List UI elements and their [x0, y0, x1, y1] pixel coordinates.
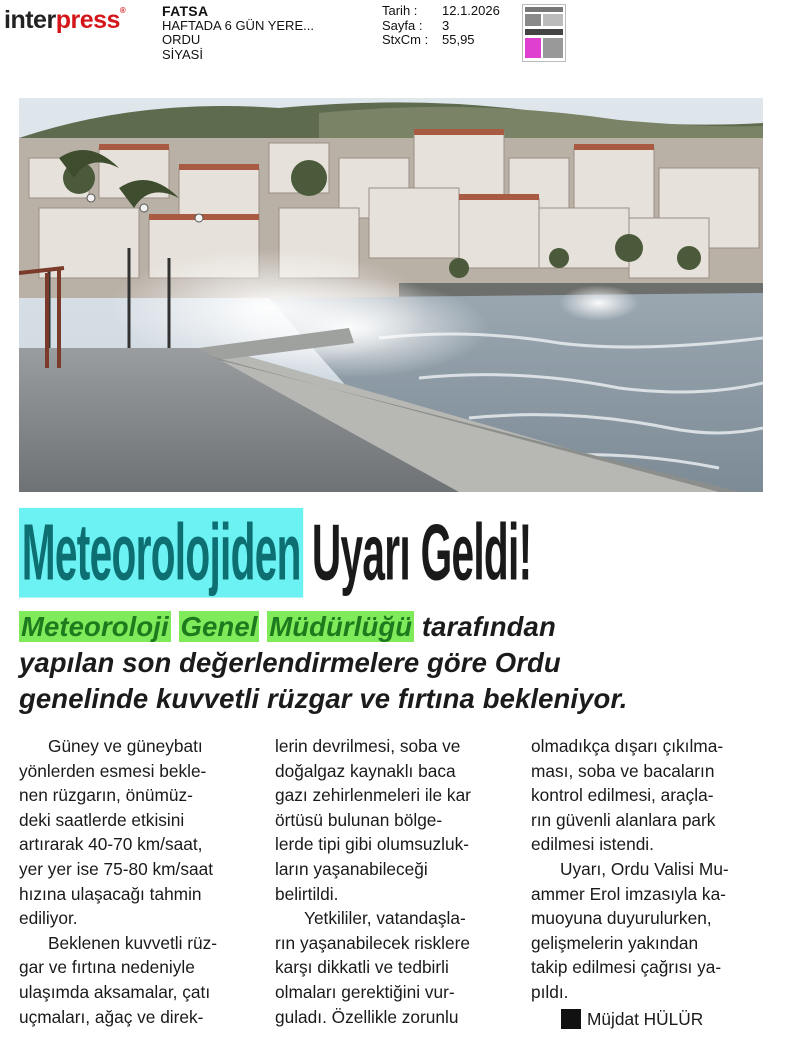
size-label: StxCm : [382, 32, 429, 47]
newspaper-page-thumbnail[interactable] [522, 4, 566, 62]
interpress-logo [4, 6, 125, 35]
date-label: Tarih : [382, 3, 418, 18]
category-label: SİYASİ [162, 46, 203, 62]
publication-name: HAFTADA 6 GÜN YERE... [162, 17, 314, 33]
storm-waves-photo [19, 98, 763, 492]
logo-part-inter: inter [4, 6, 56, 34]
subhead-highlight-word: Meteoroloji [21, 611, 169, 642]
article-subheadline [19, 609, 779, 717]
paragraph: lerin devrilmesi, soba ve doğalgaz kaynaklı baca gazı zehirlenmeleri ile kar örtüsü bulunan bölge- lerde tipi gibi olumsuzluk- ların yaşanabileceği belirtildi. [275, 736, 471, 904]
clipping-meta-right [382, 4, 500, 48]
paragraph: olmadıkça dışarı çıkılma- ması, soba ve bacaların kontrol edilmesi, araçla- rın güvenli alanlara park edilmesi istendi. [531, 736, 724, 855]
logo-registered-mark: ® [119, 6, 126, 15]
logo-part-press: press [55, 6, 120, 34]
body-column-3 [531, 734, 761, 1031]
page-value: 3 [442, 17, 450, 33]
clipping-meta-left [162, 4, 314, 62]
date-value: 12.1.2026 [442, 3, 500, 18]
subhead-line-2: yapılan son değerlendirmelere göre Ordu [19, 647, 561, 678]
author-name: Müjdat HÜLÜR [587, 1008, 704, 1029]
city-label: FATSA [162, 3, 209, 19]
subhead-highlight-word: Müdürlüğü [269, 611, 413, 642]
paragraph: Yetkililer, vatandaşla- rın yaşanabilecek risklere karşı dikkatli ve tedbirli olmaları gerektiğini vur- guladı. Özellikle zorunlu [275, 908, 470, 1027]
headline-highlighted-part: Meteorolojiden [19, 508, 304, 598]
region-label: ORDU [162, 32, 201, 47]
author-byline [531, 1007, 761, 1032]
subhead-highlight-word: Genel [180, 611, 258, 642]
subhead-line-3: genelinde kuvvetli rüzgar ve fırtına bekleniyor. [19, 683, 628, 714]
paragraph: Beklenen kuvvetli rüz- gar ve fırtına nedeniyle ulaşımda aksamalar, çatı uçmaları, ağaç ve direk- [19, 932, 218, 1027]
headline-rest: Uyarı Geldi! [311, 507, 532, 598]
article-body [19, 734, 763, 1031]
subhead-line-1 [19, 609, 779, 645]
subhead-line-1-rest: tarafından [421, 611, 556, 642]
paragraph: Uyarı, Ordu Valisi Mu- ammer Erol imzasıyla ka- muoyuna duyurulurken, gelişmelerin yakından takip edilmesi çağrısı ya- pıldı. [531, 858, 729, 1002]
size-value: 55,95 [442, 32, 475, 47]
page-label: Sayfa : [382, 17, 423, 33]
paragraph: Güney ve güneybatı yönlerden esmesi bekle- nen rüzgarın, önümüz- deki saatlerde etkisini artırarak 40-70 km/saat, yer yer ise 75-80 km/saat hızına ulaşacağı tahmin ediliyor. [19, 736, 214, 929]
byline-square-icon [561, 1009, 581, 1029]
body-column-1 [19, 734, 249, 1031]
body-column-2 [275, 734, 505, 1031]
